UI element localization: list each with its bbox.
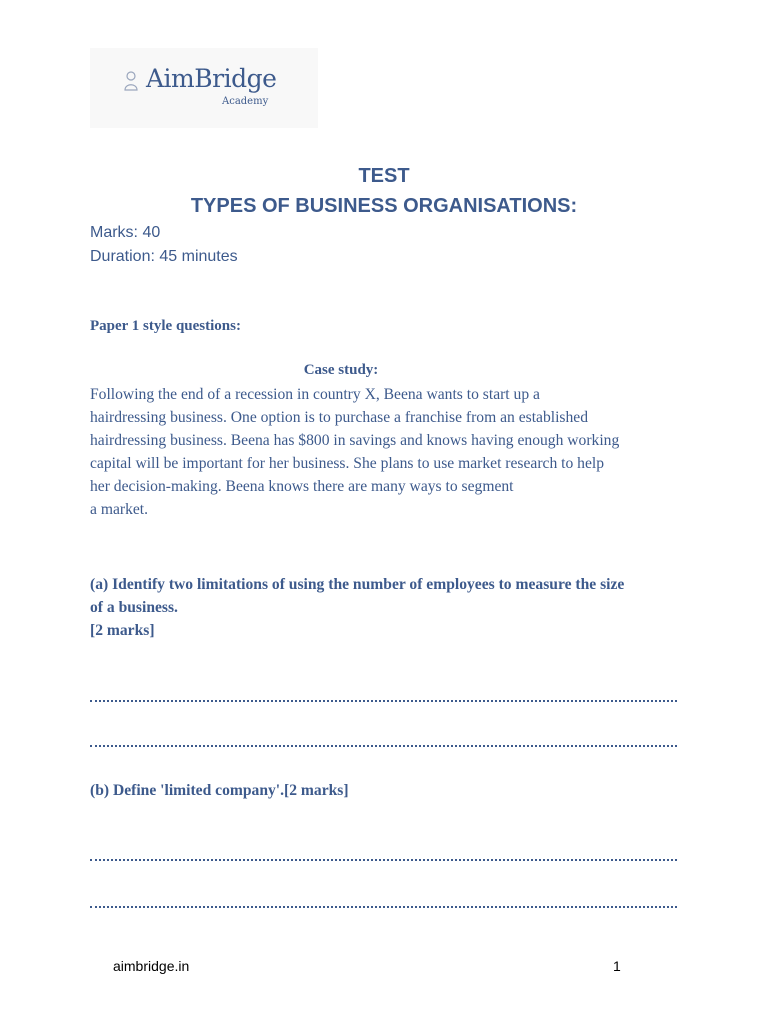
section-heading: Paper 1 style questions: (90, 318, 241, 334)
question-a (90, 573, 690, 642)
case-study-line: Following the end of a recession in country X, Beena wants to start up a (90, 386, 540, 403)
logo-subtitle: Academy (222, 96, 269, 107)
answer-line-b2[interactable] (90, 906, 677, 908)
person-icon (124, 70, 138, 92)
footer-site: aimbridge.in (113, 958, 190, 974)
case-study-heading: Case study: (303, 362, 379, 378)
case-study-line: a market. (90, 501, 149, 518)
case-study-line: hairdressing business. Beena has $800 in savings and knows having enough working (90, 432, 620, 449)
duration-info: Duration: 45 minutes (90, 248, 238, 265)
page-number: 1 (613, 958, 621, 974)
case-study-line: capital will be important for her business. She plans to use market research to help (90, 455, 605, 472)
page-subtitle: TYPES OF BUSINESS ORGANISATIONS: (190, 195, 578, 217)
logo-name: AimBridge (146, 64, 277, 93)
marks-info: Marks: 40 (90, 224, 161, 241)
case-study-line: her decision-making. Beena knows there are many ways to segment (90, 478, 514, 495)
question-a-line: of a business. (90, 599, 178, 616)
question-b: (b) Define 'limited company'.[2 marks] (90, 782, 349, 799)
page-title: TEST (358, 165, 410, 187)
answer-line-a2[interactable] (90, 745, 677, 747)
answer-line-b1[interactable] (90, 859, 677, 861)
question-a-line: (a) Identify two limitations of using the number of employees to measure the size (90, 576, 625, 593)
case-study-line: hairdressing business. One option is to purchase a franchise from an established (90, 409, 589, 426)
question-a-marks: [2 marks] (90, 622, 155, 639)
answer-line-a1[interactable] (90, 700, 677, 702)
case-study-text (90, 383, 690, 521)
